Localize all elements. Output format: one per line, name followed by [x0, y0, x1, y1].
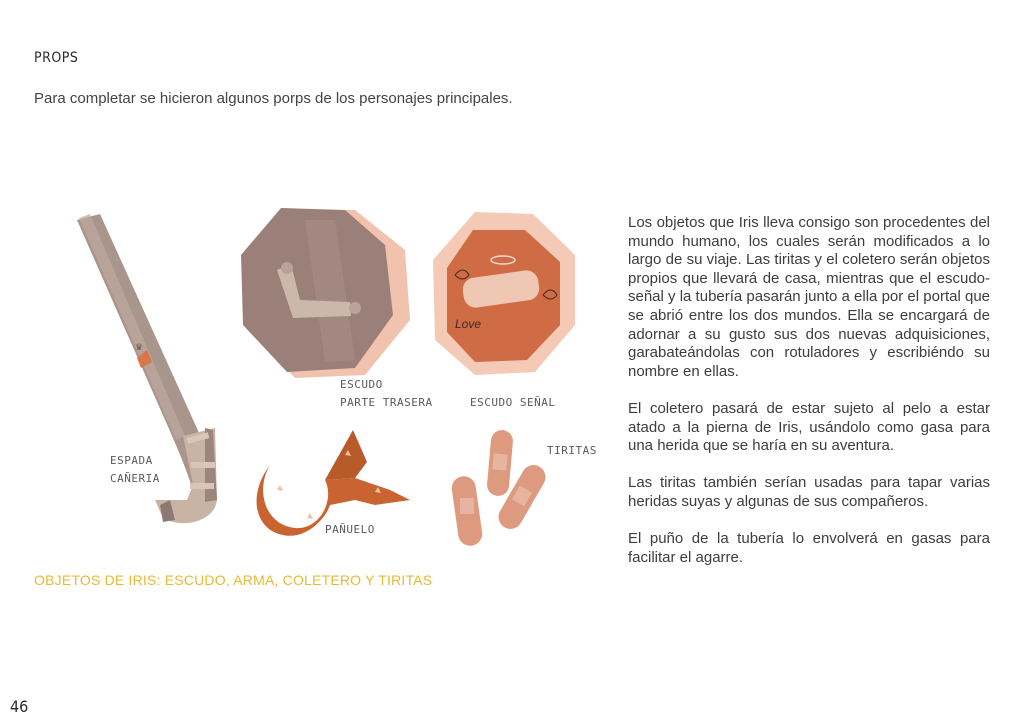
label-escudo: ESCUDO — [340, 378, 383, 391]
bandaids-drawing — [450, 429, 550, 547]
body-paragraph-3: Las tiritas también serían usadas para tapar varias heridas suyas y algunas de sus compañeros. — [628, 474, 990, 510]
svg-text:♛: ♛ — [135, 342, 144, 352]
label-espada: ESPADA — [110, 454, 153, 467]
figure-caption: OBJETOS DE IRIS: ESCUDO, ARMA, COLETERO Y TIRITAS — [34, 572, 433, 588]
shield-love-text: Love — [455, 317, 482, 331]
label-panuelo: PAÑUELO — [325, 523, 375, 536]
scarf-drawing — [257, 430, 410, 536]
body-text — [628, 214, 990, 586]
label-parte-trasera: PARTE TRASERA — [340, 396, 433, 409]
shield-back-drawing — [241, 208, 410, 378]
props-illustration — [55, 200, 597, 560]
label-escudo-senal: ESCUDO SEÑAL — [470, 396, 556, 409]
body-paragraph-4: El puño de la tubería lo envolverá en gasas para facilitar el agarre. — [628, 530, 990, 566]
body-paragraph-1: Los objetos que Iris lleva consigo son procedentes del mundo humano, los cuales serán modificados a lo largo de su viaje. Las tiritas y el coletero serán objetos propios que llevará de casa, mientras que el escudo-señal y la tubería pasarán junto a ella por el portal que se abrió entre los dos mundos. Ella se encargará de adornar a su gusto sus dos nuevas adquisiciones, garabateándolas con rotuladores y escribiéndo su nombre en ellas. — [628, 214, 990, 380]
intro-text: Para completar se hicieron algunos porps de los personajes principales. — [34, 90, 513, 107]
shield-sign-drawing — [433, 212, 575, 375]
body-paragraph-2: El coletero pasará de estar sujeto al pelo a estar atado a la pierna de Iris, usándolo como gasa para una herida que se haría en su aventura. — [628, 399, 990, 455]
section-heading: PROPS — [34, 50, 79, 66]
label-tiritas: TIRITAS — [547, 444, 597, 457]
label-caneria: CAÑERIA — [110, 472, 160, 485]
page-number: 46 — [10, 697, 29, 716]
